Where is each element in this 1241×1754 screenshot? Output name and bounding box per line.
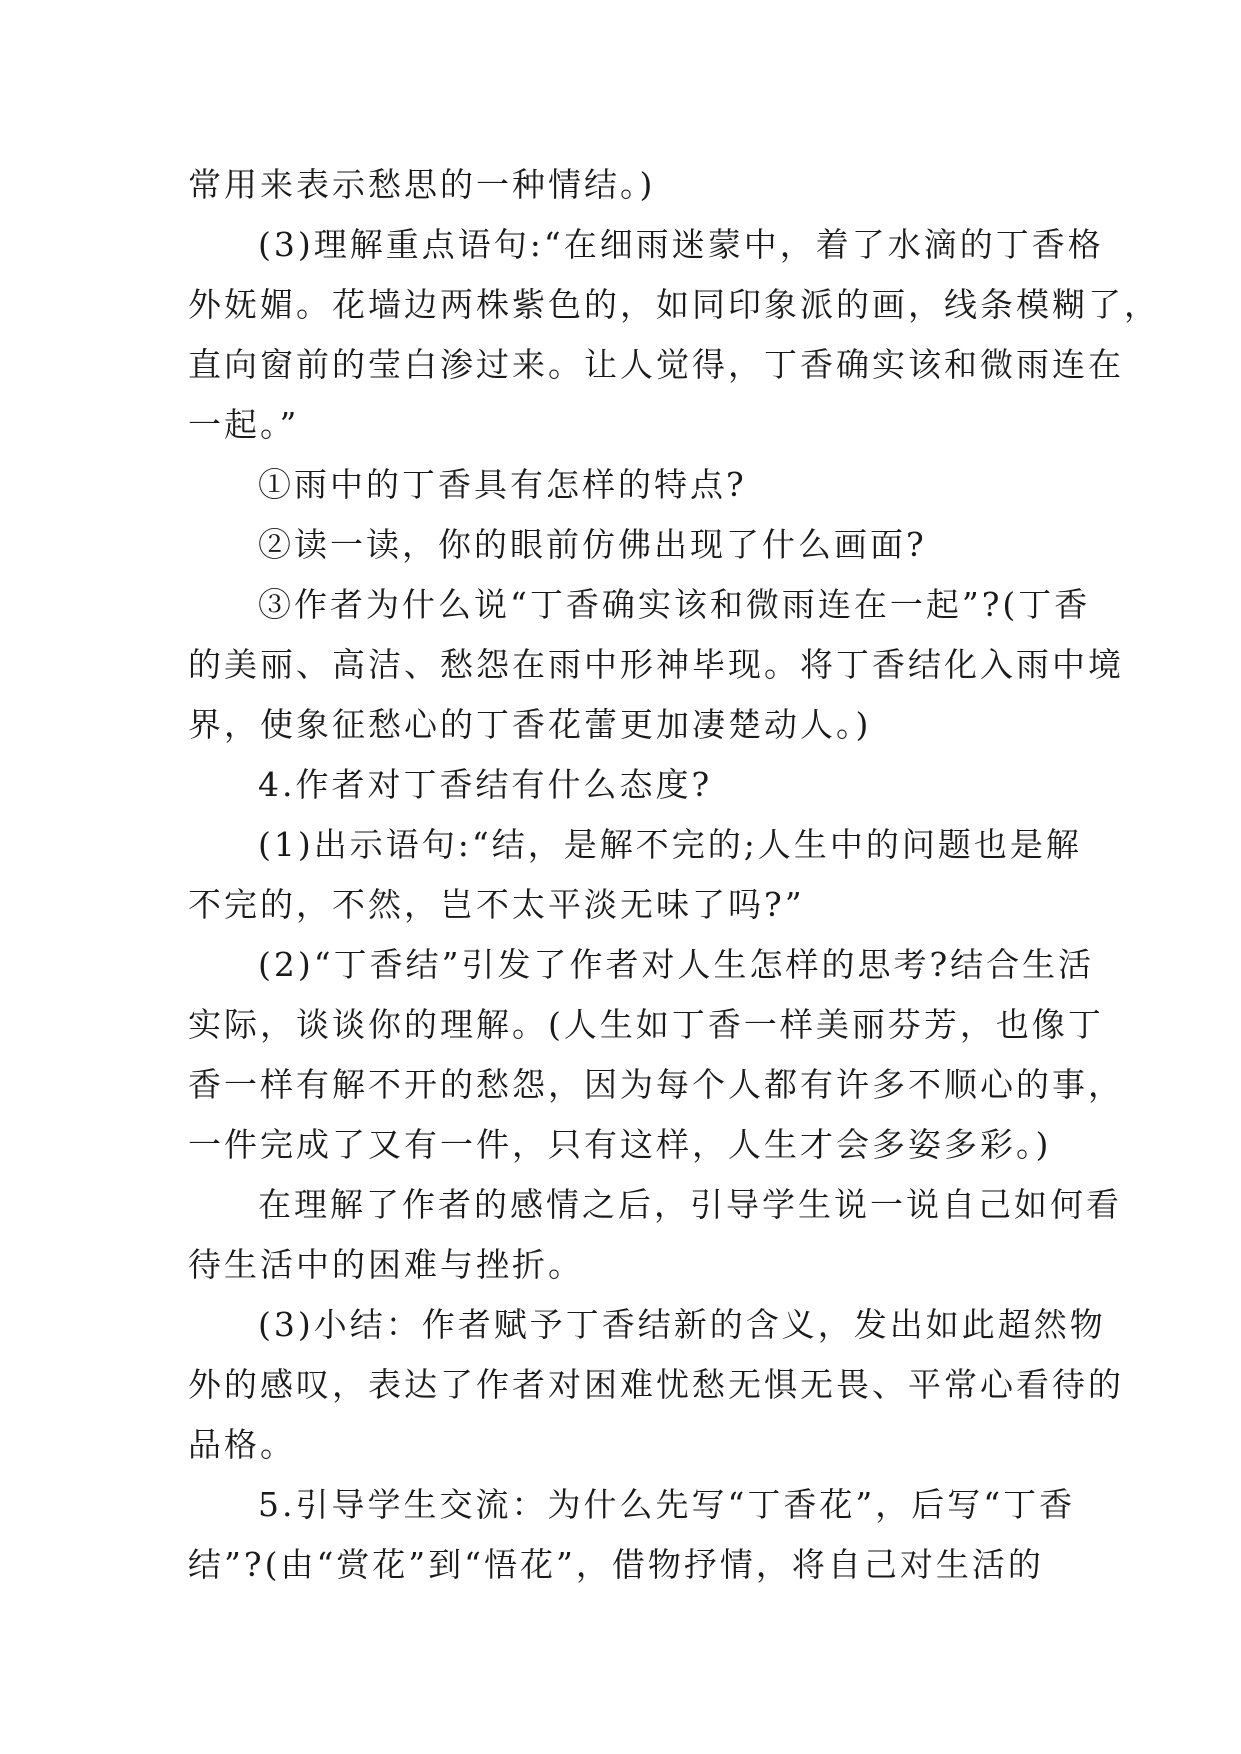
text-line: 实际，谈谈你的理解。(人生如丁香一样美丽芬芳，也像丁 [188,1005,1104,1044]
text-line: ③作者为什么说“丁香确实该和微雨连在一起”?(丁香 [258,585,1091,624]
text-line: 在理解了作者的感情之后，引导学生说一说自己如何看 [258,1185,1122,1224]
text-line: 一件完成了又有一件，只有这样，人生才会多姿多彩。) [188,1125,1052,1164]
text-line: 香一样有解不开的愁怨，因为每个人都有许多不顺心的事， [188,1065,1124,1104]
text-line: 结”?(由“赏花”到“悟花”，借物抒情，将自己对生活的 [188,1545,1044,1584]
text-line: (3)小结：作者赋予丁香结新的含义，发出如此超然物 [258,1305,1106,1344]
text-line: 品格。 [188,1425,296,1464]
text-line: 直向窗前的莹白渗过来。让人觉得，丁香确实该和微雨连在 [188,345,1124,384]
text-line: 外的感叹，表达了作者对困难忧愁无惧无畏、平常心看待的 [188,1365,1124,1404]
text-line: 待生活中的困难与挫折。 [188,1245,584,1284]
text-line: 界，使象征愁心的丁香花蕾更加凄楚动人。) [188,705,872,744]
text-line: 外妩媚。花墙边两株紫色的，如同印象派的画，线条模糊了， [188,285,1160,324]
text-line: 常用来表示愁思的一种情结。) [188,165,656,204]
text-line: (2)“丁香结”引发了作者对人生怎样的思考?结合生活 [258,945,1095,984]
text-line: (1)出示语句:“结，是解不完的;人生中的问题也是解 [258,825,1082,864]
text-line: 的美丽、高洁、愁怨在雨中形神毕现。将丁香结化入雨中境 [188,645,1124,684]
text-line: ②读一读，你的眼前仿佛出现了什么画面? [258,525,927,564]
text-line: 不完的，不然，岂不太平淡无味了吗?” [188,885,805,924]
text-line: ①雨中的丁香具有怎样的特点? [258,465,747,504]
text-line: 一起。” [188,405,300,444]
text-line: 5.引导学生交流：为什么先写“丁香花”，后写“丁香 [258,1485,1076,1524]
body-text [188,155,1160,1595]
text-line: 4.作者对丁香结有什么态度? [258,765,713,804]
text-line: (3)理解重点语句:“在细雨迷蒙中，着了水滴的丁香格 [258,225,1104,264]
